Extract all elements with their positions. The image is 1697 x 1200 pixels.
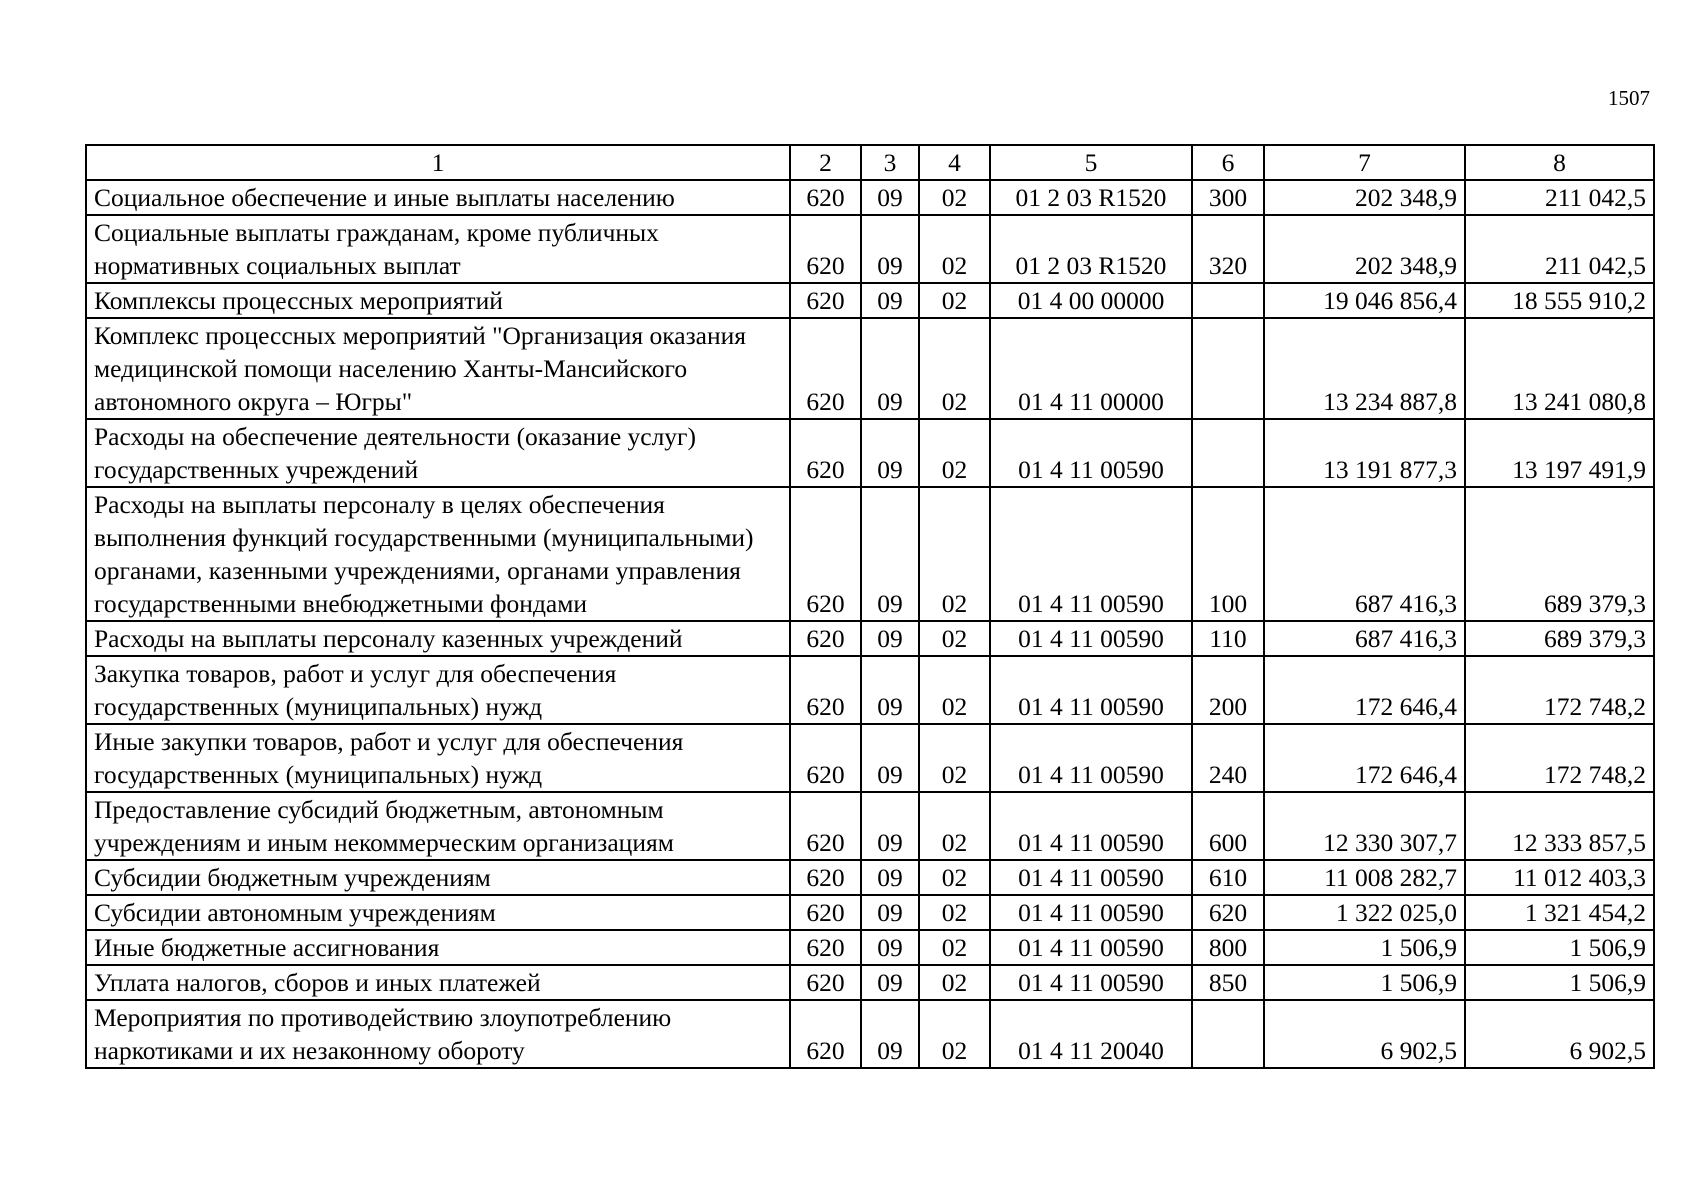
- column-header-7: 7: [1264, 145, 1465, 180]
- row-amount-col7-cell: 11 008 282,7: [1264, 860, 1465, 895]
- row-amount-col7-cell: 172 646,4: [1264, 724, 1465, 792]
- row-col3-cell: 09: [861, 487, 919, 621]
- row-col3-cell: 09: [861, 621, 919, 656]
- row-code-cell: 01 4 11 00590: [990, 965, 1192, 1000]
- row-code-cell: 01 4 11 20040: [990, 1000, 1192, 1068]
- row-code-cell: 01 4 11 00000: [990, 318, 1192, 419]
- row-col3-cell: 09: [861, 656, 919, 724]
- row-col3-cell: 09: [861, 792, 919, 860]
- column-header-1: 1: [86, 145, 790, 180]
- row-col4-cell: 02: [919, 1000, 990, 1068]
- row-amount-col8-cell: 13 241 080,8: [1465, 318, 1654, 419]
- row-name-cell: Иные закупки товаров, работ и услуг для обеспечения государственных (муниципальных) нужд: [86, 724, 790, 792]
- row-amount-col7-cell: 202 348,9: [1264, 180, 1465, 215]
- row-col3-cell: 09: [861, 724, 919, 792]
- table-row: [86, 1000, 1654, 1068]
- row-type-cell: 800: [1192, 930, 1264, 965]
- row-type-cell: 200: [1192, 656, 1264, 724]
- row-amount-col7-cell: 13 234 887,8: [1264, 318, 1465, 419]
- row-col2-cell: 620: [790, 180, 861, 215]
- row-type-cell: 620: [1192, 895, 1264, 930]
- row-name-cell: Мероприятия по противодействию злоупотреблению наркотиками и их незаконному обороту: [86, 1000, 790, 1068]
- row-name-cell: Комплекс процессных мероприятий "Организация оказания медицинской помощи населению Ханты-Мансийского автономного округа – Югры": [86, 318, 790, 419]
- row-code-cell: 01 4 11 00590: [990, 621, 1192, 656]
- row-col4-cell: 02: [919, 860, 990, 895]
- column-header-8: 8: [1465, 145, 1654, 180]
- row-type-cell: 240: [1192, 724, 1264, 792]
- table-row: [86, 656, 1654, 724]
- row-amount-col7-cell: 12 330 307,7: [1264, 792, 1465, 860]
- table-row: [86, 621, 1654, 656]
- row-amount-col8-cell: 12 333 857,5: [1465, 792, 1654, 860]
- row-col3-cell: 09: [861, 180, 919, 215]
- table-row: [86, 930, 1654, 965]
- row-code-cell: 01 4 11 00590: [990, 792, 1192, 860]
- row-col3-cell: 09: [861, 419, 919, 487]
- row-amount-col7-cell: 172 646,4: [1264, 656, 1465, 724]
- row-code-cell: 01 4 11 00590: [990, 656, 1192, 724]
- row-amount-col8-cell: 11 012 403,3: [1465, 860, 1654, 895]
- table-body: [86, 180, 1654, 1068]
- row-col4-cell: 02: [919, 656, 990, 724]
- row-amount-col8-cell: 211 042,5: [1465, 180, 1654, 215]
- row-name-cell: Комплексы процессных мероприятий: [86, 283, 790, 318]
- row-col2-cell: 620: [790, 318, 861, 419]
- row-col4-cell: 02: [919, 283, 990, 318]
- row-name-cell: Расходы на выплаты персоналу казенных учреждений: [86, 621, 790, 656]
- row-name-cell: Субсидии бюджетным учреждениям: [86, 860, 790, 895]
- row-amount-col7-cell: 202 348,9: [1264, 215, 1465, 283]
- row-amount-col7-cell: 13 191 877,3: [1264, 419, 1465, 487]
- row-col4-cell: 02: [919, 318, 990, 419]
- row-col2-cell: 620: [790, 930, 861, 965]
- row-code-cell: 01 4 00 00000: [990, 283, 1192, 318]
- row-col4-cell: 02: [919, 419, 990, 487]
- row-col2-cell: 620: [790, 860, 861, 895]
- row-amount-col8-cell: 689 379,3: [1465, 487, 1654, 621]
- row-col3-cell: 09: [861, 930, 919, 965]
- row-col2-cell: 620: [790, 419, 861, 487]
- row-col4-cell: 02: [919, 965, 990, 1000]
- table-row: [86, 965, 1654, 1000]
- row-col3-cell: 09: [861, 215, 919, 283]
- table-row: [86, 487, 1654, 621]
- row-col2-cell: 620: [790, 215, 861, 283]
- row-code-cell: 01 2 03 R1520: [990, 215, 1192, 283]
- row-code-cell: 01 4 11 00590: [990, 724, 1192, 792]
- table-row: [86, 724, 1654, 792]
- column-header-5: 5: [990, 145, 1192, 180]
- column-header-3: 3: [861, 145, 919, 180]
- row-name-cell: Предоставление субсидий бюджетным, автономным учреждениям и иным некоммерческим организациям: [86, 792, 790, 860]
- row-code-cell: 01 4 11 00590: [990, 487, 1192, 621]
- row-amount-col8-cell: 13 197 491,9: [1465, 419, 1654, 487]
- table-row: [86, 860, 1654, 895]
- row-col4-cell: 02: [919, 621, 990, 656]
- row-type-cell: 100: [1192, 487, 1264, 621]
- row-code-cell: 01 4 11 00590: [990, 895, 1192, 930]
- row-col2-cell: 620: [790, 792, 861, 860]
- row-name-cell: Социальное обеспечение и иные выплаты населению: [86, 180, 790, 215]
- row-amount-col8-cell: 689 379,3: [1465, 621, 1654, 656]
- row-code-cell: 01 2 03 R1520: [990, 180, 1192, 215]
- row-name-cell: Уплата налогов, сборов и иных платежей: [86, 965, 790, 1000]
- table-row: [86, 895, 1654, 930]
- row-col2-cell: 620: [790, 283, 861, 318]
- page-number: 1507: [1608, 86, 1650, 110]
- row-type-cell: 600: [1192, 792, 1264, 860]
- row-type-cell: [1192, 419, 1264, 487]
- row-amount-col7-cell: 687 416,3: [1264, 487, 1465, 621]
- row-code-cell: 01 4 11 00590: [990, 419, 1192, 487]
- row-amount-col7-cell: 1 322 025,0: [1264, 895, 1465, 930]
- row-amount-col7-cell: 1 506,9: [1264, 965, 1465, 1000]
- table-row: [86, 215, 1654, 283]
- row-col4-cell: 02: [919, 930, 990, 965]
- row-col4-cell: 02: [919, 895, 990, 930]
- row-col2-cell: 620: [790, 621, 861, 656]
- row-type-cell: 320: [1192, 215, 1264, 283]
- row-amount-col7-cell: 19 046 856,4: [1264, 283, 1465, 318]
- row-code-cell: 01 4 11 00590: [990, 930, 1192, 965]
- row-col3-cell: 09: [861, 965, 919, 1000]
- row-col4-cell: 02: [919, 180, 990, 215]
- row-amount-col8-cell: 172 748,2: [1465, 724, 1654, 792]
- row-type-cell: [1192, 318, 1264, 419]
- row-amount-col8-cell: 6 902,5: [1465, 1000, 1654, 1068]
- table-row: [86, 180, 1654, 215]
- row-col2-cell: 620: [790, 895, 861, 930]
- row-amount-col8-cell: 1 506,9: [1465, 930, 1654, 965]
- budget-table: [85, 144, 1655, 1069]
- row-type-cell: [1192, 1000, 1264, 1068]
- row-col4-cell: 02: [919, 487, 990, 621]
- column-header-2: 2: [790, 145, 861, 180]
- row-amount-col7-cell: 6 902,5: [1264, 1000, 1465, 1068]
- table-header-row: [86, 145, 1654, 180]
- row-amount-col8-cell: 1 321 454,2: [1465, 895, 1654, 930]
- row-col3-cell: 09: [861, 318, 919, 419]
- row-col3-cell: 09: [861, 283, 919, 318]
- row-amount-col8-cell: 172 748,2: [1465, 656, 1654, 724]
- row-name-cell: Расходы на выплаты персоналу в целях обеспечения выполнения функций государственными (муниципальными) органами, казенными учреждениями, органами управления государственными внебюджетными фондами: [86, 487, 790, 621]
- row-col3-cell: 09: [861, 860, 919, 895]
- table-row: [86, 419, 1654, 487]
- row-amount-col8-cell: 18 555 910,2: [1465, 283, 1654, 318]
- row-col2-cell: 620: [790, 487, 861, 621]
- row-type-cell: 300: [1192, 180, 1264, 215]
- table-row: [86, 283, 1654, 318]
- row-type-cell: 610: [1192, 860, 1264, 895]
- row-amount-col8-cell: 211 042,5: [1465, 215, 1654, 283]
- column-header-4: 4: [919, 145, 990, 180]
- row-name-cell: Субсидии автономным учреждениям: [86, 895, 790, 930]
- row-col2-cell: 620: [790, 965, 861, 1000]
- row-name-cell: Закупка товаров, работ и услуг для обеспечения государственных (муниципальных) нужд: [86, 656, 790, 724]
- row-type-cell: [1192, 283, 1264, 318]
- row-col4-cell: 02: [919, 792, 990, 860]
- row-col4-cell: 02: [919, 724, 990, 792]
- column-header-6: 6: [1192, 145, 1264, 180]
- row-name-cell: Расходы на обеспечение деятельности (оказание услуг) государственных учреждений: [86, 419, 790, 487]
- row-type-cell: 850: [1192, 965, 1264, 1000]
- row-col2-cell: 620: [790, 656, 861, 724]
- row-amount-col7-cell: 687 416,3: [1264, 621, 1465, 656]
- row-col2-cell: 620: [790, 724, 861, 792]
- row-name-cell: Социальные выплаты гражданам, кроме публичных нормативных социальных выплат: [86, 215, 790, 283]
- row-type-cell: 110: [1192, 621, 1264, 656]
- row-col4-cell: 02: [919, 215, 990, 283]
- row-amount-col7-cell: 1 506,9: [1264, 930, 1465, 965]
- row-col3-cell: 09: [861, 895, 919, 930]
- row-col2-cell: 620: [790, 1000, 861, 1068]
- table-row: [86, 792, 1654, 860]
- row-name-cell: Иные бюджетные ассигнования: [86, 930, 790, 965]
- row-col3-cell: 09: [861, 1000, 919, 1068]
- row-amount-col8-cell: 1 506,9: [1465, 965, 1654, 1000]
- table-row: [86, 318, 1654, 419]
- row-code-cell: 01 4 11 00590: [990, 860, 1192, 895]
